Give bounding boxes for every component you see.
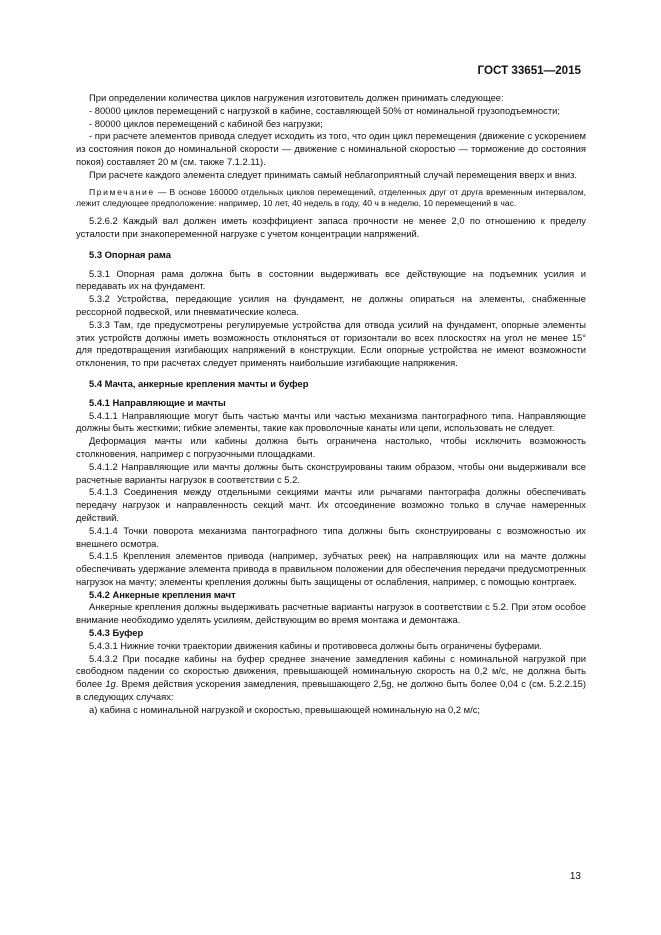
paragraph: При определении количества циклов нагружения изготовитель должен принимать следующее:	[89, 92, 504, 103]
note	[76, 187, 586, 211]
paragraph: Деформация мачты или кабины должна быть ограничена настолько, чтобы исключить возможность столкновения, например с погрузочными площадками.	[76, 435, 586, 459]
text-run: . Время действия ускорения замедления, превышающего 2,5g, не должно быть более 0,04 с (см. 5.2.2.15) в следующих случаях:	[76, 678, 586, 703]
paragraph: 5.3.3 Там, где предусмотрены регулируемые устройства для отвода усилий на фундамент, опорные элементы этих устройств должны иметь возможность отклоняться от горизонтали во всех плоскостях на угол не менее 15° для предотвращения изгибающих напряжений в конструкции. Если опорные устройства не имеют возможности отклонения, то при расчетах следует применять наибольшие изгибающие напряжения.	[76, 318, 586, 369]
paragraph: 5.3.1 Опорная рама должна быть в состоянии выдерживать все действующие на подъемник усилия и передавать их на фундамент.	[76, 267, 586, 292]
paragraph: 5.4.1.4 Точки поворота механизма пантографного типа должны быть сконструированы с возможностью их внешнего осмотра.	[76, 524, 586, 549]
page-body	[76, 92, 586, 717]
list-item: - при расчете элементов привода следует исходить из того, что один цикл перемещения (движение с ускорением из состояния покоя до номинальной скорости — движение с номинальной скоростью — торможение до состояния покоя) составляет 20 м (см. также 7.1.2.11).	[76, 130, 586, 167]
paragraph: 5.4.3.1 Нижние точки траектории движения кабины и противовеса должны быть ограничены буферами.	[89, 639, 543, 651]
list-item: - 80000 циклов перемещений с нагрузкой в кабине, составляющей 50% от номинальной грузоподъемности;	[89, 104, 560, 116]
text-run-italic: 1g	[105, 678, 116, 690]
page-number: 13	[569, 871, 581, 882]
paragraph: 5.4.1.3 Соединения между отдельными секциями мачты или рычагами пантографа должны обеспечивать передачу нагрузок и направленность секций мачт. Их отсоединение возможно только в случае намеренных действий.	[76, 486, 586, 523]
paragraph: 5.4.1.2 Направляющие или мачты должны быть сконструированы таким образом, чтобы они выдерживали все расчетные варианты нагрузок в соответствии с 5.2.	[76, 460, 586, 485]
subsection-heading: 5.4.1 Направляющие и мачты	[89, 396, 226, 408]
list-item: а) кабина с номинальной нагрузкой и скоростью, превышающей номинальную на 0,2 м/с;	[89, 703, 481, 715]
paragraph	[76, 653, 586, 704]
list-item: - 80000 циклов перемещений с кабиной без нагрузки;	[89, 117, 323, 129]
paragraph: 5.2.6.2 Каждый вал должен иметь коэффициент запаса прочности не менее 2,0 по отношению к пределу усталости при знакопеременной нагрузке с учетом концентрации напряжений.	[76, 215, 586, 239]
paragraph: 5.4.1.5 Крепления элементов привода (например, зубчатых реек) на направляющих или на мачте должны обеспечивать удержание элемента привода в правильном положении для обеспечения передачи предусмотренных нагрузок на мачту; элементы крепления должны быть защищены от ослабления, например, с помощью контргаек.	[76, 550, 586, 587]
paragraph: Анкерные крепления должны выдерживать расчетные варианты нагрузок в соответствии с 5.2. При этом особое внимание необходимо уделять усилиям, действующим во время монтажа и демонтажа.	[76, 601, 586, 626]
section-heading: 5.4 Мачта, анкерные крепления мачты и буфер	[89, 377, 309, 389]
subsection-heading: 5.4.2 Анкерные крепления мачт	[89, 588, 236, 600]
section-heading: 5.3 Опорная рама	[89, 248, 171, 260]
subsection-heading: 5.4.3 Буфер	[89, 627, 144, 639]
paragraph: 5.3.2 Устройства, передающие усилия на фундамент, не должны опираться на элементы, снабженные рессорной подвеской, или пневматические колеса.	[76, 293, 586, 317]
note-label: Примечание	[89, 186, 155, 197]
document-code: ГОСТ 33651—2015	[477, 64, 581, 77]
paragraph: При расчете каждого элемента следует принимать самый неблагоприятный случай перемещения вверх и вниз.	[89, 168, 578, 180]
note-text: — В основе 160000 отдельных циклов перемещений, отделенных друг от друга временным интервалом, лежит следующее предположение: например, 10 лет, 40 недель в году, 40 ч в неделю, 10 перемещений в час.	[76, 186, 586, 209]
text-run: 5.4.3.2 При посадке кабины на буфер среднее значение замедления кабины с номинальной нагрузкой при свободном падении со скоростью движения, превышающей номинальную скорость на 0,2 м/с, не должна быть более	[76, 652, 586, 690]
paragraph: 5.4.1.1 Направляющие могут быть частью мачты или частью механизма пантографного типа. Направляющие должны быть жесткими; гибкие элементы, такие как проволочные канаты или цепи, использовать не следует.	[76, 409, 586, 434]
